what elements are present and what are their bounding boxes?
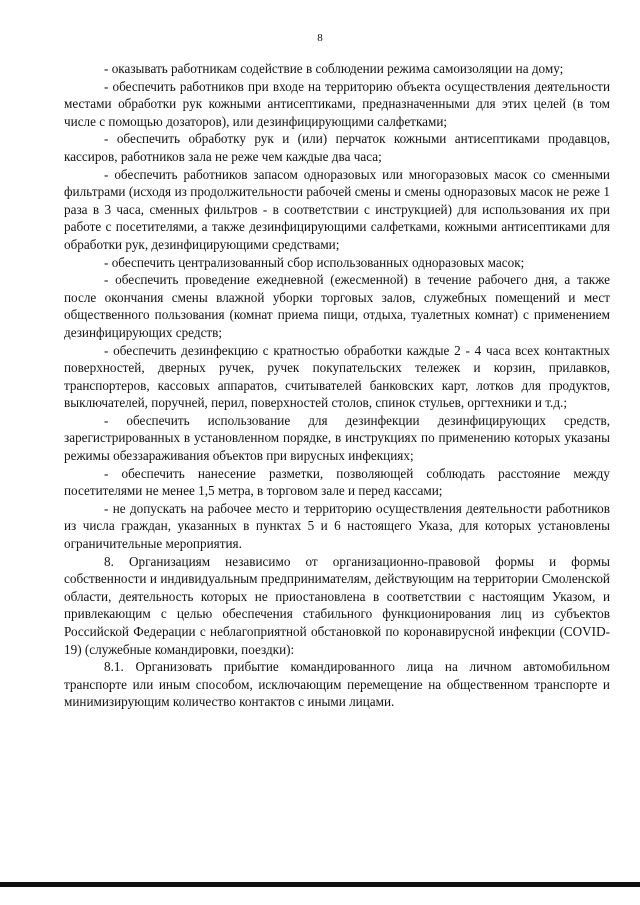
paragraph-masks-supply: - обеспечить работников запасом одноразовых или многоразовых масок со сменными фильтрами (исходя из продолжительности рабочей смены и смены одноразовых масок не реже 1 раза в 3 часа, сменных фильтров - в соответствии с инструкцией) для использования их при работе с посетителями, а также дезинфицирующими салфетками, кожными антисептиками для обработки рук, дезинфицирующими средствами; — [64, 166, 610, 252]
paragraph-hand-treatment-staff: - обеспечить обработку рук и (или) перчаток кожными антисептиками продавцов, кассиров, работников зала не реже чем каждые два часа; — [64, 131, 610, 164]
paragraph-surface-disinfection: - обеспечить дезинфекцию с кратностью обработки каждые 2 - 4 часа всех контактных поверхностей, дверных ручек, ручек покупательских тележек и корзин, прилавков, транспортеров, кассовых аппаратов, считывателей банковских карт, лотков для продуктов, выключателей, поручней, перил, поверхностей столов, спинок стульев, оргтехники и т.д.; — [64, 342, 610, 411]
paragraph-section-8-1: 8.1. Организовать прибытие командированного лица на личном автомобильном транспорте или иным способом, исключающим перемещение на общественном транспорте и минимизирующим количество контактов с иными лицами. — [64, 659, 610, 710]
paragraph-distance-marking: - обеспечить нанесение разметки, позволяющей соблюдать расстояние между посетителями не менее 1,5 метра, в торговом зале и перед кассами; — [64, 465, 610, 499]
paragraph-section-8: 8. Организациям независимо от организационно-правовой формы и формы собственности и индивидуальным предпринимателям, действующим на территории Смоленской области, деятельность которых не приостановлена в соответствии с настоящим Указом, и привлекающим с целью обеспечения стабильного функционирования лиц из субъектов Российской Федерации с неблагоприятной обстановкой по коронавирусной инфекции (COVID-19) (служебные командировки, поездки): — [64, 553, 610, 657]
bottom-border-bar — [0, 882, 640, 887]
paragraph-worker-restriction: - не допускать на рабочее место и территорию осуществления деятельности работников из числа граждан, указанных в пунктах 5 и 6 настоящего Указа, для которых установлены ограничительные мероприятия. — [64, 500, 610, 552]
paragraph-self-isolation: - оказывать работникам содействие в соблюдении режима самоизоляции на дому; — [104, 61, 564, 76]
document-body — [64, 60, 610, 711]
page-number: 8 — [317, 32, 323, 44]
paragraph-registered-disinfectants: - обеспечить использование для дезинфекции дезинфицирующих средств, зарегистрированных в установленном порядке, в инструкциях по применению которых указаны режимы обеззараживания объектов при вирусных инфекциях; — [64, 412, 610, 464]
paragraph-wet-cleaning: - обеспечить проведение ежедневной (ежесменной) в течение рабочего дня, а также после окончания смены влажной уборки торговых залов, служебных помещений и мест общественного пользования (комнат приема пищи, отдыха, туалетных комнат) с применением дезинфицирующих средств; — [64, 272, 610, 340]
paragraph-mask-collection: - обеспечить централизованный сбор использованных одноразовых масок; — [104, 254, 525, 270]
paragraph-hand-antiseptic-entry: - обеспечить работников при входе на территорию объекта осуществления деятельности местами обработки рук кожными антисептиками, предназначенными для этих целей (в том числе с помощью дозаторов), или дезинфицирующими салфетками; — [64, 78, 610, 129]
